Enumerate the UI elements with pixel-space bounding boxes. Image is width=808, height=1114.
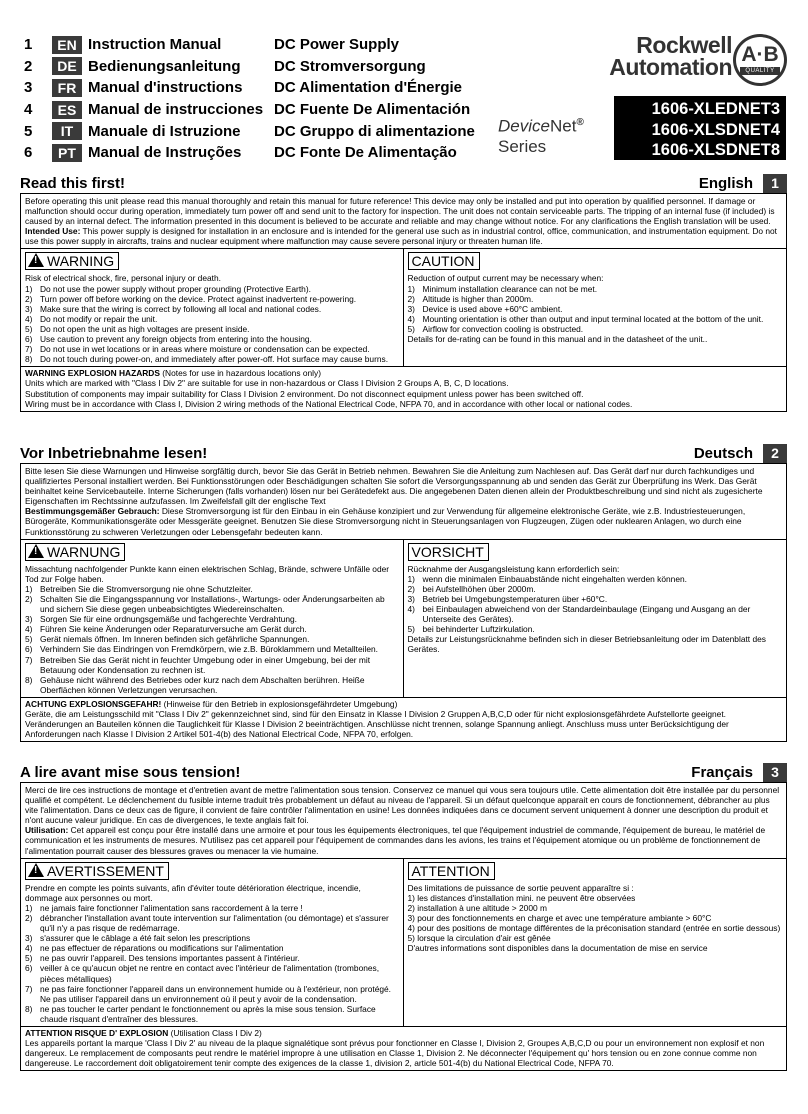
warning-item: Make sure that the wiring is correct by following all local and national codes. [40,303,322,314]
section-number: 3 [763,763,787,782]
devicenet-reg: ® [576,117,584,128]
caution-item: Device is used above +60°C ambient. [422,303,563,314]
warning-item: Verhindern Sie das Eindringen von Fremdkörpern, wie z.B. Büroklammern und Metallteilen. [40,644,378,655]
language-number: 3 [24,79,33,97]
section-german [20,443,787,742]
list-item: 8) Gehäuse nicht während des Betriebes oder kurz nach dem Abschalten berühren. Heiße Oberflächen können Verletzungen verursachen. [25,675,399,695]
language-row [24,34,475,56]
hazard-label: WARNING EXPLOSION HAZARDS [25,368,160,379]
section-header [20,443,787,464]
warning-label [25,252,119,270]
section-number: 1 [763,174,787,193]
language-number: 2 [24,57,33,75]
section-language: Deutsch [693,444,753,462]
list-item: 8) Do not touch during power-on, and immediately after power-off. Hot surface may cause burns. [25,354,389,365]
section-body [20,194,787,412]
warning-item: veiller à ce qu'aucun objet ne rentre en contact avec l'intérieur de l'alimentation (trombones, pièces métalliques) [40,963,380,984]
caution-outro: D'autres informations sont disponibles dans la documentation de mise en service [407,943,708,954]
warning-item: Do not touch during power-on, and immediately after power-off. Hot surface may cause burns. [40,354,389,365]
manual-title: Bedienungsanleitung [88,57,241,75]
section-english [20,173,787,412]
warning-triangle-icon [28,253,44,267]
list-item: 5) bei behinderter Luftzirkulation. [407,624,535,635]
warning-item: ne jamais faire fonctionner l'alimentation sans raccordement à la terre ! [40,902,303,913]
list-item: 7) Do not use in wet locations or in areas where moisture or condensation can be expected. [25,344,370,355]
devicenet-series [498,113,584,157]
list-item: 1) Betreiben Sie die Stromversorgung nie ohne Schutzleiter. [25,583,253,594]
warning-item: Schalten Sie die Eingangsspannung vor Installations-, Wartungs- oder Änderungsarbeiten ab und sichern Sie diese gegen unbeabsichtigtes Wiedereinschalten. [40,593,385,615]
warning-label-text: WARNUNG [47,543,121,560]
list-item: 4) Mounting orientation is other than output and input terminal located at the bottom of the unit. [407,313,764,324]
list-item: 2) bei Aufstellhöhen über 2000m. [407,583,536,594]
language-number: 1 [24,36,33,54]
caution-intro: Des limitations de puissance de sortie peuvent apparaître si : [407,882,634,893]
warning-item: Führen Sie keine Änderungen oder Reparaturversuche am Gerät durch. [40,624,307,635]
section-title: Read this first! [20,174,126,192]
warning-item: Do not use in wet locations or in areas where moisture or condensation can be expected. [40,344,370,355]
warning-item: Use caution to prevent any foreign objects from entering into the housing. [40,334,312,345]
product-name: DC Power Supply [274,36,400,54]
section-body [20,783,787,1071]
caution-item: Minimum installation clearance can not be met. [422,283,598,294]
list-item: 1) ne jamais faire fonctionner l'alimentation sans raccordement à la terre ! [25,902,303,913]
language-code: PT [52,144,82,162]
warning-label-text: WARNING [47,253,115,270]
list-item: 3) Betrieb bei Umgebungstemperaturen über +60°C. [407,593,608,604]
product-name: DC Fuente De Alimentación [274,101,471,119]
intended-use-text: This power supply is designed for installation in an enclosure and is intended for the general use such as in industrial control, office, communication, and instrumentation equipment. Do not use this power supply in aircrafts, trains and nuclear equipment where malfunction may cause severe personal injury or threaten human life. [25,226,777,247]
list-item: 1) Do not use the power supply without proper grounding (Protective Earth). [25,283,311,294]
product-name: DC Fonte De Alimentação [274,144,457,162]
hazard-line: Geräte, die am Leistungsschild mit "Class I Div 2" gekennzeichnet sind, sind für den Einsatz in Klasse I Division 2 Gruppen A,B,C,D oder für nicht explosionsgefährdete Aufstellorte geeignet. Veränderungen an Bauteilen können die Tauglichkeit für Klasse I Division 2 beeinträchtigen. Anschlüsse nicht trennen, solange Spannung anliegt. Anschluss muss unter Berücksichtigung der Anforderungen nach Klasse I Division 2 Artikel 501-4(b) des National Electrical Code, NFPA 70, erfolgen. [25,708,729,740]
list-item: 8) ne pas toucher le carter pendant le fonctionnement ou après la mise sous tension. Surface chaude risquant d'entraîner des blessures. [25,1004,399,1024]
warning-item: ne pas ouvrir l'appareil. Des tensions importantes passent à l'intérieur. [40,953,300,964]
section-body [20,464,787,742]
hazard-note: (Hinweise für den Betrieb in explosionsgefährdeter Umgebung) [161,698,398,709]
warning-intro: Prendre en compte les points suivants, afin d'éviter toute détérioration électrique, incendie, dommage aux personnes ou mort. [25,882,361,903]
list-item: 2) Turn power off before working on the device. Protect against inadvertent re-powering. [25,293,357,304]
list-item: 5) Gerät niemals öffnen. Im Inneren befinden sich gefährliche Spannungen. [25,634,310,645]
product-name: DC Gruppo di alimentazione [274,122,475,140]
warning-item: débrancher l'installation avant toute intervention sur l'alimentation (ou démontage) et s'assurer qu'il n'y a pas risque de redémarrage. [40,912,389,934]
manual-title: Manuale di Istruzione [88,122,241,140]
warning-intro: Risk of electrical shock, fire, personal injury or death. [25,273,221,284]
model-number: 1606-XLSDNET8 [651,141,780,159]
document-header [0,0,808,170]
hazard-notes [21,1027,786,1070]
list-item: 6) veiller à ce qu'aucun objet ne rentre en contact avec l'intérieur de l'alimentation (trombones, pièces métalliques) [25,963,399,983]
intro-text [21,194,786,249]
hazard-notes [21,367,786,410]
warning-item: Gehäuse nicht während des Betriebes oder kurz nach dem Abschalten berühren. Heiße Oberflächen können Verletzungen verursachen. [40,674,365,695]
hazard-line: Substitution of components may impair suitability for Class I Division 2 environment. Do not disconnect equipment unless power has been switched off. [25,388,584,399]
warning-column [21,249,404,366]
warning-item: Do not modify or repair the unit. [40,313,158,324]
hazard-notes [21,698,786,741]
caution-item: Mounting orientation is other than output and input terminal located at the bottom of the unit. [422,313,764,324]
warning-label [25,543,125,561]
language-number: 5 [24,122,33,140]
language-number: 4 [24,101,33,119]
caution-item: bei behinderter Luftzirkulation. [422,624,535,635]
series-label: Series [498,136,547,156]
caution-outro: Details for de-rating can be found in this manual and in the datasheet of the unit.. [407,334,708,345]
warning-triangle-icon [28,863,44,877]
section-language: Français [691,763,753,781]
caution-outro: Details zur Leistungsrücknahme befinden sich in dieser Betriebsanleitung oder im Datenblatt des Gerätes. [407,634,766,655]
section-title: Vor Inbetriebnahme lesen! [20,444,208,462]
intended-use-text: Cet appareil est conçu pour être installé dans une armoire et pour tous les équipements électroniques, tel que l'équipement industriel de commande, l'équipement de bureau, le matériel de communication et les instruments de mesures. N'utilisez pas cet appareil pour l'équipement de commandes dans les avions, les trains et l'équipement atomique ou un problème de fonctionnement de l'alimentation pourrait causer des blessures graves ou menacer la vie humaine. [25,825,766,856]
list-item: 7) ne pas faire fonctionner l'appareil dans un environnement humide ou à l'extérieur, non protégé. Ne pas utiliser l'appareil dans un environnement où il peut y avoir de la condensation. [25,984,399,1004]
language-code: FR [52,79,82,97]
language-code: DE [52,57,82,75]
caution-item: 2) installation à une altitude > 2000 m [407,902,547,913]
warning-item: Gerät niemals öffnen. Im Inneren befinden sich gefährliche Spannungen. [40,634,310,645]
rockwell-automation-logo [572,34,732,78]
warning-caution-columns [21,540,786,698]
section-language: English [698,174,753,192]
manual-title: Manual de Instruções [88,144,242,162]
caution-item: bei Aufstellhöhen über 2000m. [422,583,536,594]
intended-use-text: Diese Stromversorgung ist für den Einbau in ein Gehäuse konzipiert und zur Verwendung für allgemeine elektronische Geräte, wie z.B. Industriesteuerungen, Bürogeräte, Kommunikationsgeräte oder Messgeräte geeignet. Benutzen Sie diese Stromversorgung nicht in Steuerungsanlagen von Flugzeugen, Zügen oder nuklearen Anlagen, wo durch eine Funktionsstörung zu schweren Verletzungen oder Lebensgefahr bedeuten kann. [25,506,746,537]
warning-item: s'assurer que le câblage a été fait selon les prescriptions [40,933,251,944]
caution-item: wenn die minimalen Einbauabstände nicht eingehalten werden können. [422,573,687,584]
manual-title: Manual de instrucciones [88,101,264,119]
warning-item: Do not open the unit as high voltages are present inside. [40,323,250,334]
intro-paragraph: Merci de lire ces instructions de montage et d'entretien avant de mettre l'alimentation sous tension. Conservez ce manuel qui vous sera toujours utile. Cette alimentation doit être installée par du personnel qualifié et compétent. Le déclenchement du fusible interne traduit très probablement un défaut au niveau de l'appareil. Si un défaut quelconque apparait en cours de fonctionnement, débrancher au plus vite l'alimentation. Dans ce deux cas de figure, il convient de faire contrôler l'alimentation en usine! Les données indiquées dans ce document servent uniquement à donner une description du produit et n'ont aucune valeur juridique. En cas de divergences, le texte anglais fait foi. [25,785,780,826]
language-row [24,120,475,142]
intro-text [21,783,786,859]
warning-caution-columns [21,249,786,367]
list-item: 4) Do not modify or repair the unit. [25,313,158,324]
section-number: 2 [763,444,787,463]
caution-item: Betrieb bei Umgebungstemperaturen über +60°C. [422,593,608,604]
language-code: EN [52,36,82,54]
list-item: 3) Make sure that the wiring is correct by following all local and national codes. [25,303,322,314]
warning-column [21,540,404,697]
intro-text [21,464,786,540]
product-name: DC Alimentation d'Énergie [274,79,463,97]
section-french [20,762,787,1071]
language-row [24,77,475,99]
list-item: 1) wenn die minimalen Einbauabstände nicht eingehalten werden können. [407,573,687,584]
list-item: 5) ne pas ouvrir l'appareil. Des tensions importantes passent à l'intérieur. [25,953,300,964]
language-table [24,34,475,164]
list-item: 3) Sorgen Sie für eine ordnungsgemäße und fachgerechte Verdrahtung. [25,614,298,625]
list-item: 6) Verhindern Sie das Eindringen von Fremdkörpern, wie z.B. Büroklammern und Metallteilen. [25,644,378,655]
hazard-line: Units which are marked with "Class I Div 2" are suitable for use in non-hazardous or Class I Division 2 Groups A, B, C, D locations. [25,378,509,389]
warning-column [21,859,404,1026]
devicenet-net: Net [549,116,577,136]
caution-intro: Rücknahme der Ausgangsleistung kann erforderlich sein: [407,563,620,574]
hazard-line: Wiring must be in accordance with Class I, Division 2 wiring methods of the National Electrical Code, NFPA 70, and in accordance with other local or national codes. [25,398,633,409]
caution-item: 3) pour des fonctionnements en charge et avec une température ambiante > 60°C [407,912,712,923]
warning-triangle-icon [28,544,44,558]
caution-label: ATTENTION [408,862,495,880]
caution-item: bei Einbaulagen abweichend von der Standardeinbaulage (Eingang und Ausgang an der Unterseite des Gerätes). [422,604,751,625]
section-title: A lire avant mise sous tension! [20,763,241,781]
product-name: DC Stromversorgung [274,57,426,75]
warning-caution-columns [21,859,786,1027]
caution-item: 4) pour des positions de montage différentes de la préconisation standard (entrée en sortie dessous) [407,923,781,934]
warning-item: Betreiben Sie die Stromversorgung nie ohne Schutzleiter. [40,583,253,594]
caution-column [404,540,787,697]
intro-paragraph: Bitte lesen Sie diese Warnungen und Hinweise sorgfältig durch, bevor Sie das Gerät in Betrieb nehmen. Bewahren Sie die Anleitung zum Nachlesen auf. Das Gerät darf nur durch fachkundiges und qualifiziertes Personal installiert werden. Bei Funktionsstörungen oder Beschädigungen schalten Sie sofort die Versorgungsspannung ab und senden das Gerät zur Überprüfung ins Werk. Das Gerät beinhaltet keine Servicebauteile. Interne Sicherungen (falls vorhanden) lösen nur bei Gerätedefekt aus. Die angegebenen Daten dienen allein der Produktbeschreibung und sind nicht als zugesicherte Eigenschaften im Rechtssinne aufzufassen. Im Zweifelsfall gilt der englische Text [25,466,763,507]
section-header [20,762,787,783]
warning-item: Do not use the power supply without proper grounding (Protective Earth). [40,283,311,294]
list-item: 6) Use caution to prevent any foreign objects from entering into the housing. [25,334,312,345]
ab-quality-text: QUALITY [740,67,779,75]
manual-title: Manual d'instructions [88,79,243,97]
language-row [24,99,475,121]
list-item: 1) Minimum installation clearance can not be met. [407,283,598,294]
list-item: 7) Betreiben Sie das Gerät nicht in feuchter Umgebung oder in einer Umgebung, bei der mit Betauung oder Kondensation zu rechnen ist. [25,655,399,675]
caution-label: CAUTION [408,252,480,270]
intended-use-label: Bestimmungsgemäßer Gebrauch: [25,506,160,517]
warning-item: Turn power off before working on the device. Protect against inadvertent re-powering. [40,293,357,304]
list-item: 2) débrancher l'installation avant toute intervention sur l'alimentation (ou démontage) et s'assurer qu'il n'y a pas risque de redémarrage. [25,913,399,933]
hazard-label: ACHTUNG EXPLOSIONSGEFAHR! [25,698,162,709]
model-numbers [614,96,786,160]
warning-item: ne pas toucher le carter pendant le fonctionnement ou après la mise sous tension. Surface chaude risquant d'entraîner des blessures. [40,1003,376,1024]
hazard-label: ATTENTION RISQUE D' EXPLOSION [25,1027,169,1038]
intended-use-label: Intended Use: [25,226,81,237]
ab-logo-text: A·B [741,43,779,66]
caution-item: Altitude is higher than 2000m. [422,293,534,304]
list-item: 4) Führen Sie keine Änderungen oder Reparaturversuche am Gerät durch. [25,624,307,635]
warning-item: Sorgen Sie für eine ordnungsgemäße und fachgerechte Verdrahtung. [40,614,298,625]
warning-item: ne pas effectuer de réparations ou modifications sur l'alimentation [40,943,284,954]
brand-line2: Automation [609,54,732,80]
devicenet-device: Device [498,116,550,136]
caution-item: 5) lorsque la circulation d'air est gênée [407,933,551,944]
intro-paragraph: Before operating this unit please read this manual thoroughly and retain this manual for future reference! This device may only be installed and put into operation by qualified personnel. If damage or malfunction should occur during operation, immediately turn power off and send unit to the factory for inspection. The unit does not contain serviceable parts. The tripping of an internal fuse (if included) is caused by an internal defect. The information presented in this document is believed to be accurate and reliable and may change without notice. For any clarifications the English translation will be used. [25,196,775,227]
list-item: 5) Airflow for convection cooling is obstructed. [407,323,584,334]
language-code: ES [52,101,82,119]
caution-item: 1) les distances d'installation mini. ne peuvent être observées [407,892,636,903]
list-item: 3) s'assurer que le câblage a été fait selon les prescriptions [25,933,251,944]
section-header [20,173,787,194]
list-item: 3) Device is used above +60°C ambient. [407,303,563,314]
list-item: 4) ne pas effectuer de réparations ou modifications sur l'alimentation [25,943,284,954]
list-item: 2) Altitude is higher than 2000m. [407,293,534,304]
hazard-line: Les appareils portant la marque 'Class I Div 2' au niveau de la plaque signalétique sont prévus pour fonctionner en Classe I, Division 2, Groupes A,B,C,D ou pour un environnement non explosif et non dangereux. Le remplacement de composants peut rendre le matériel impropre à une utilisation en Classe 1, Division 2. Ne déconnecter l'équipement qu' hors tension ou en zone connue comme non dangereuse. Le raccordement doit obligatoirement tenir compte des exigences de la classe 1, division 2, article 501-4(b) du National Electrical Code, NFPA 70. [25,1038,765,1069]
hazard-note: (Notes for use in hazardous locations only) [159,368,322,379]
manual-title: Instruction Manual [88,36,222,54]
caution-label: VORSICHT [408,543,489,561]
model-number: 1606-XLSDNET4 [651,120,780,139]
warning-item: ne pas faire fonctionner l'appareil dans un environnement humide ou à l'extérieur, non protégé. Ne pas utiliser l'appareil dans un environnement où il peut y avoir de la condensation. [40,983,391,1004]
warning-intro: Missachtung nachfolgender Punkte kann einen elektrischen Schlag, Brände, schwere Unfälle oder Tod zur Folge haben. [25,563,390,584]
caution-column [404,859,787,1026]
caution-column [404,249,787,366]
hazard-note: (Utilisation Class I Div 2) [168,1027,262,1038]
intended-use-label: Utilisation: [25,825,69,836]
language-code: IT [52,122,82,140]
list-item: 2) Schalten Sie die Eingangsspannung vor Installations-, Wartungs- oder Änderungsarbeiten ab und sichern Sie diese gegen unbeabsichtigtes Wiedereinschalten. [25,594,399,614]
warning-item: Betreiben Sie das Gerät nicht in feuchter Umgebung oder in einer Umgebung, bei der mit Betauung oder Kondensation zu rechnen ist. [40,654,371,675]
language-row [24,142,475,164]
model-number: 1606-XLEDNET3 [651,100,780,118]
language-number: 6 [24,144,33,162]
brand-line1: Rockwell [636,32,732,58]
language-row [24,56,475,78]
list-item: 4) bei Einbaulagen abweichend von der Standardeinbaulage (Eingang und Ausgang an der Unterseite des Gerätes). [408,604,783,624]
warning-label [25,862,169,880]
caution-intro: Reduction of output current may be necessary when: [407,273,604,284]
list-item: 5) Do not open the unit as high voltages are present inside. [25,323,250,334]
caution-item: Airflow for convection cooling is obstructed. [422,323,584,334]
allen-bradley-logo-icon [733,34,787,86]
warning-label-text: AVERTISSEMENT [47,862,164,879]
